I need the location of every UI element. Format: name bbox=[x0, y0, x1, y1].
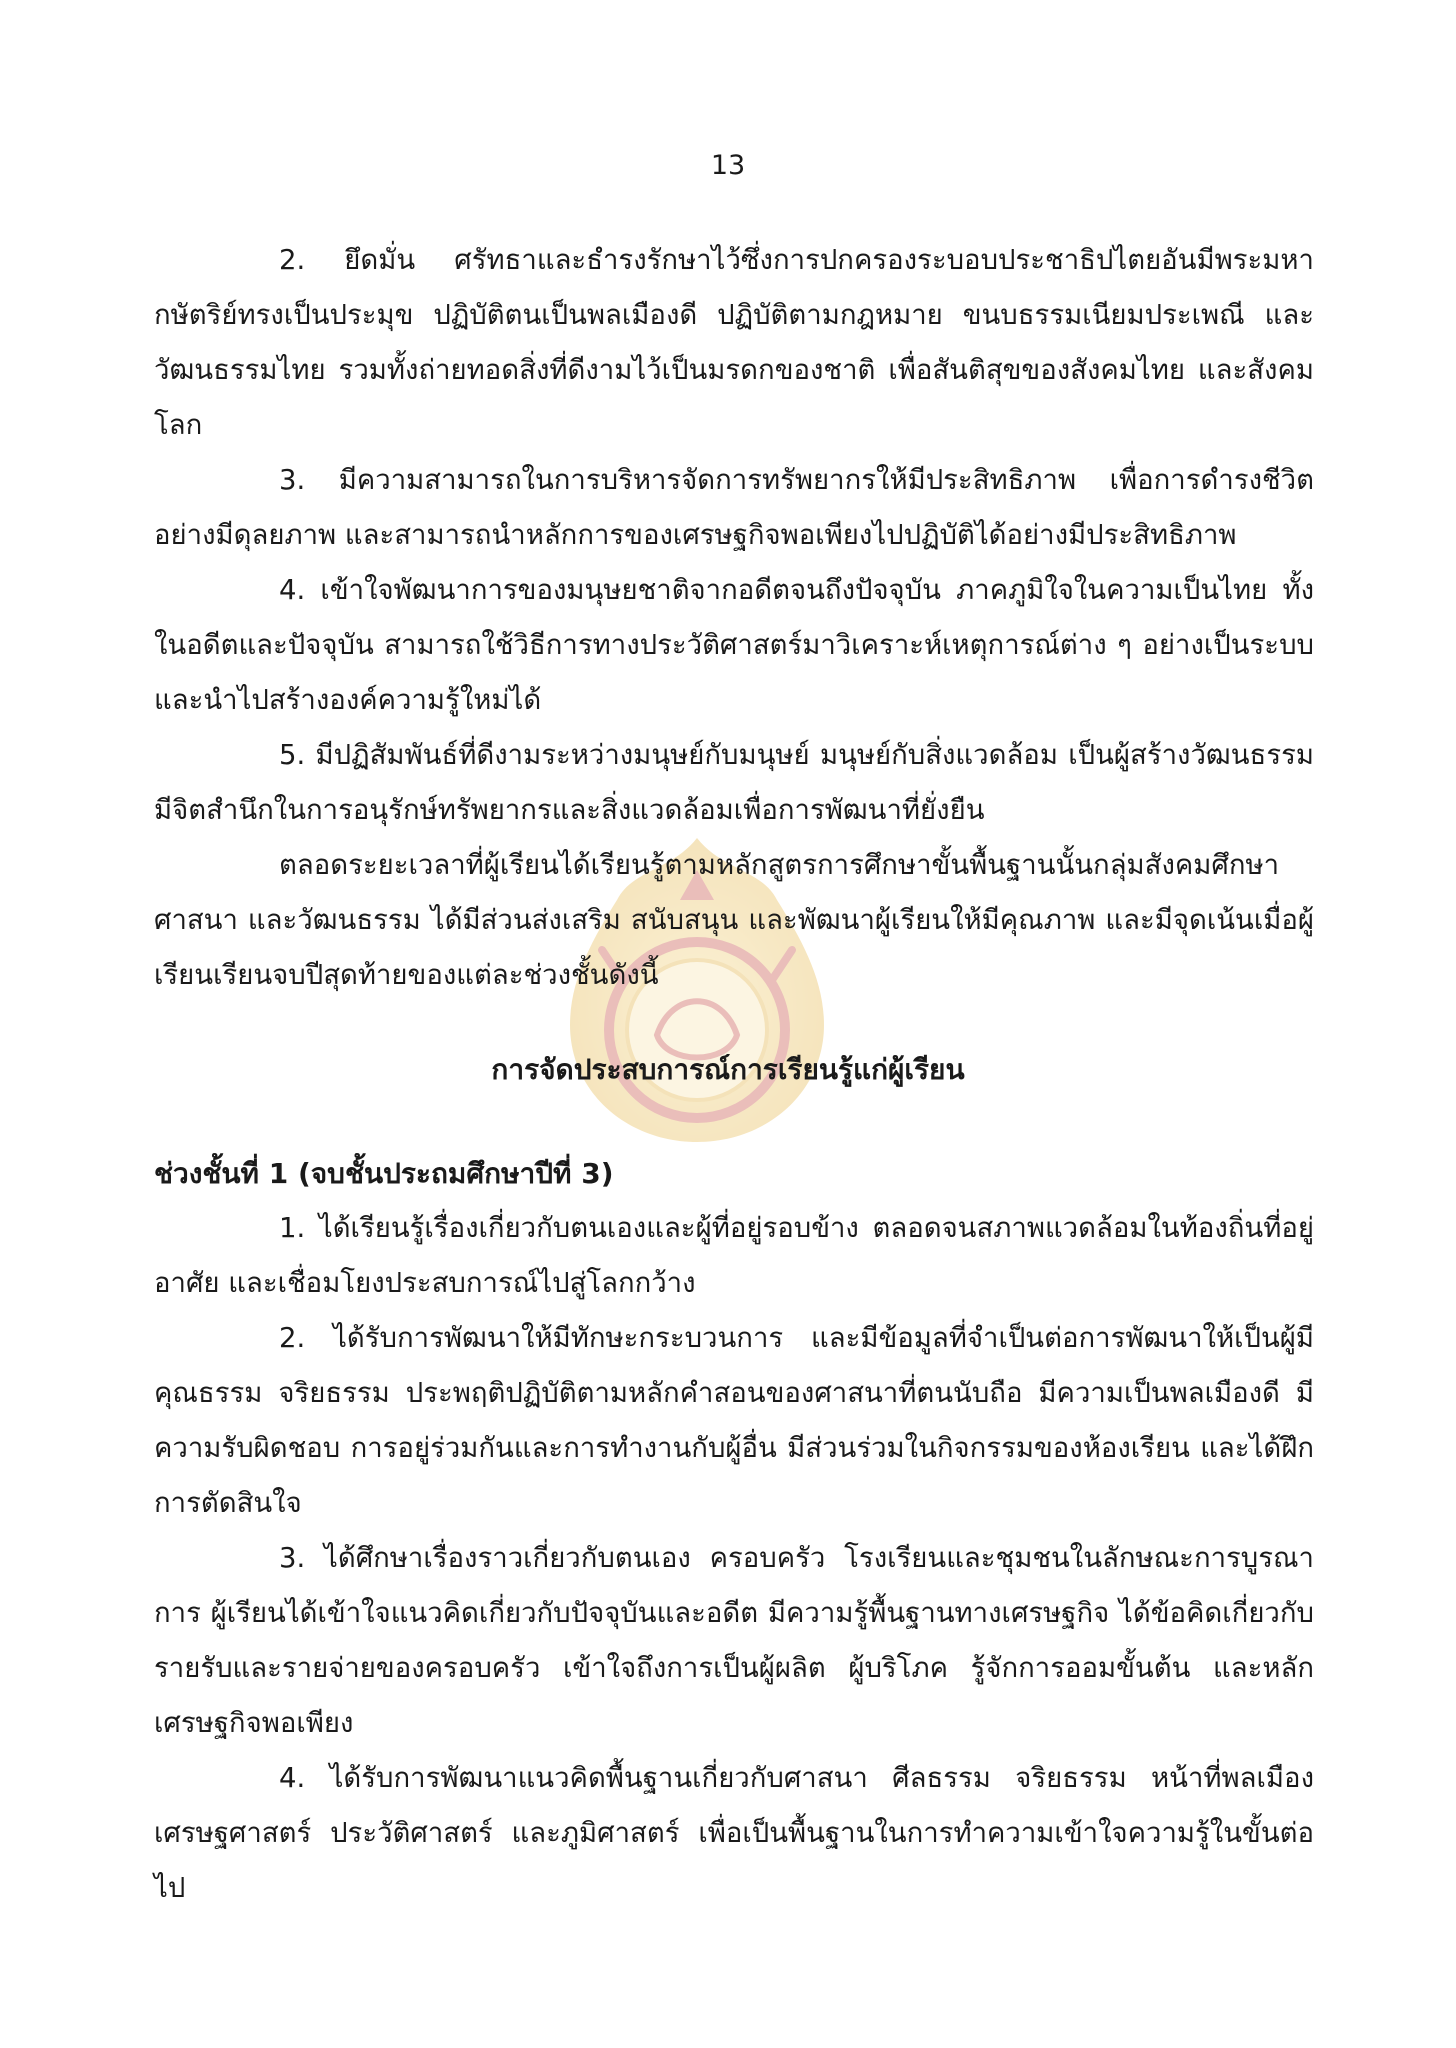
level-1-item-3: 3. ได้ศึกษาเรื่องราวเกี่ยวกับตนเอง ครอบครัว โรงเรียนและชุมชนในลักษณะการบูรณาการ ผู้เรียนได้เข้าใจแนวคิดเกี่ยวกับปัจจุบันและอดีต มีความรู้พื้นฐานทางเศรษฐกิจ ได้ข้อคิดเกี่ยวกับรายรับและรายจ่ายของครอบครัว เข้าใจถึงการเป็นผู้ผลิต ผู้บริโภค รู้จักการออมขั้นต้น และหลักเศรษฐกิจพอเพียง bbox=[154, 1542, 1314, 1739]
page-number: 13 bbox=[710, 150, 746, 181]
paragraph-goal-3: 3. มีความสามารถในการบริหารจัดการทรัพยากรให้มีประสิทธิภาพ เพื่อการดำรงชีวิตอย่างมีดุลยภาพ และสามารถนำหลักการของเศรษฐกิจพอเพียงไปปฏิบัติได้อย่างมีประสิทธิภาพ bbox=[154, 464, 1314, 551]
level-1-item-1: 1. ได้เรียนรู้เรื่องเกี่ยวกับตนเองและผู้ที่อยู่รอบข้าง ตลอดจนสภาพแวดล้อมในท้องถิ่นที่อยู่อาศัย และเชื่อมโยงประสบการณ์ไปสู่โลกกว้าง bbox=[154, 1212, 1314, 1299]
level-1-block bbox=[154, 1146, 1314, 1916]
paragraph-goal-4: 4. เข้าใจพัฒนาการของมนุษยชาติจากอดีตจนถึงปัจจุบัน ภาคภูมิใจในความเป็นไทย ทั้งในอดีตและปัจจุบัน สามารถใช้วิธีการทางประวัติศาสตร์มาวิเคราะห์เหตุการณ์ต่าง ๆ อย่างเป็นระบบ และนำไปสร้างองค์ความรู้ใหม่ได้ bbox=[154, 574, 1314, 716]
paragraph-summary: ตลอดระยะเวลาที่ผู้เรียนได้เรียนรู้ตามหลักสูตรการศึกษาขั้นพื้นฐานนั้นกลุ่มสังคมศึกษา ศาสนา และวัฒนธรรม ได้มีส่วนส่งเสริม สนับสนุน และพัฒนาผู้เรียนให้มีคุณภาพ และมีจุดเน้นเมื่อผู้เรียนเรียนจบปีสุดท้ายของแต่ละช่วงชั้นดังนี้ bbox=[154, 849, 1314, 991]
section-heading: การจัดประสบการณ์การเรียนรู้แก่ผู้เรียน bbox=[491, 1053, 965, 1086]
level-1-item-4: 4. ได้รับการพัฒนาแนวคิดพื้นฐานเกี่ยวกับศาสนา ศีลธรรม จริยธรรม หน้าที่พลเมือง เศรษฐศาสตร์ ประวัติศาสตร์ และภูมิศาสตร์ เพื่อเป็นพื้นฐานในการทำความเข้าใจความรู้ในขั้นต่อไป bbox=[154, 1762, 1314, 1904]
intro-block bbox=[154, 233, 1314, 1003]
paragraph-goal-2: 2. ยึดมั่น ศรัทธาและธำรงรักษาไว้ซึ่งการปกครองระบอบประชาธิปไตยอันมีพระมหากษัตริย์ทรงเป็นประมุข ปฏิบัติตนเป็นพลเมืองดี ปฏิบัติตามกฎหมาย ขนบธรรมเนียมประเพณี และวัฒนธรรมไทย รวมทั้งถ่ายทอดสิ่งที่ดีงามไว้เป็นมรดกของชาติ เพื่อสันติสุขของสังคมไทย และสังคมโลก bbox=[154, 244, 1314, 441]
paragraph-goal-5: 5. มีปฏิสัมพันธ์ที่ดีงามระหว่างมนุษย์กับมนุษย์ มนุษย์กับสิ่งแวดล้อม เป็นผู้สร้างวัฒนธรรม มีจิตสำนึกในการอนุรักษ์ทรัพยากรและสิ่งแวดล้อมเพื่อการพัฒนาที่ยั่งยืน bbox=[154, 739, 1314, 826]
level-1-heading: ช่วงชั้นที่ 1 (จบชั้นประถมศึกษาปีที่ 3) bbox=[154, 1157, 614, 1190]
level-1-item-2: 2. ได้รับการพัฒนาให้มีทักษะกระบวนการ และมีข้อมูลที่จำเป็นต่อการพัฒนาให้เป็นผู้มีคุณธรรม จริยธรรม ประพฤติปฏิบัติตามหลักคำสอนของศาสนาที่ตนนับถือ มีความเป็นพลเมืองดี มีความรับผิดชอบ การอยู่ร่วมกันและการทำงานกับผู้อื่น มีส่วนร่วมในกิจกรรมของห้องเรียน และได้ฝึกการตัดสินใจ bbox=[154, 1322, 1314, 1519]
